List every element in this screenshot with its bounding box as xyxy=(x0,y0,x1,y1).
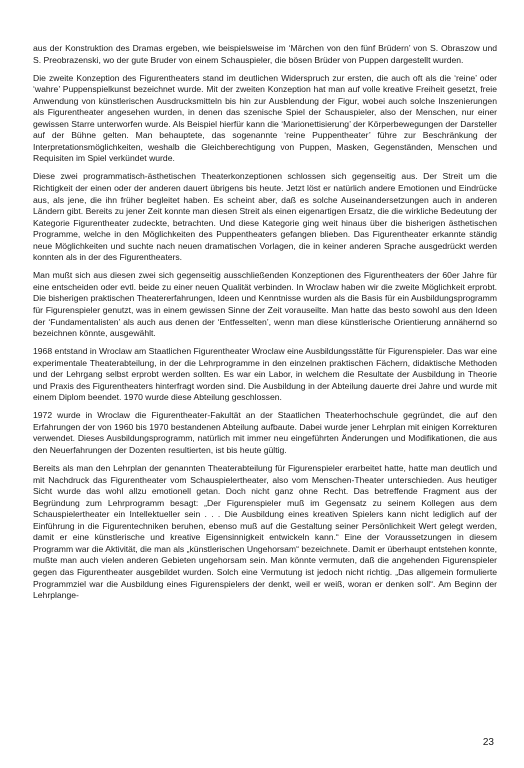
paragraph-7: Bereits als man den Lehrplan der genannten Theaterabteilung für Figurenspieler erarbeitet hatte, hatte man deutlich und mit Nachdruck das Figurentheater vom Schauspielertheater, also vom Menschen-Theater unterschieden. Aus heutiger Sicht wurde das wohl allzu emotionell getan. Doch nicht ganz ohne Recht. Das betreffende Fragment aus der Begründung zum Lehrprogramm besagt: „Der Figurenspieler muß im Gegensatz zu seinem Kollegen aus dem Schauspielertheater ein Intellektueller sein . . . Die Ausbildung eines kreativen Spielers kann nicht lediglich auf der Einführung in die Figurentechniken beruhen, ebenso muß auf die Gestaltung seiner Persönlichkeit Wert gelegt werden, damit er eine künstlerische und kreative Eigensinnigkeit entwickeln kann.“ Eine der Voraussetzungen in diesem Programm war die Aktivität, die man als „künstlerischen Ungehorsam“ bezeichnete. Damit er überhaupt entstehen konnte, mußte man auch vielen anderen Gebieten ungehorsam sein. Man könnte vermuten, daß die angehenden Figurenspieler gegen das Figurentheater ausgebildet wurden. Solch eine Vermutung ist jedoch nicht richtig. „Das allgemein formulierte Programmziel war die Ausbildung eines Figurenspielers der denkt, weil er weiß, woran er denken soll“. Am Beginn der Lehrplange- xyxy=(33,463,497,601)
paragraph-4: Man mußt sich aus diesen zwei sich gegenseitig ausschließenden Konzeptionen des Figurentheaters der 60er Jahre für eine entscheiden oder evtl. beide zu einer neuen Qualität verbinden. In Wroclaw haben wir die zweite Möglichkeit erprobt. Die bisherigen praktischen Theatererfahrungen, Ideen und Kenntnisse wurden als die Basis für ein Ausbildungsprogramm für Figurenspieler genutzt, was in einem gewissen Sinne der Zeit vorauseilte. Man hatte das besto sowohl aus den Ideen der ‘Fundamentalisten’ als auch aus denen der ‘Entfesselten’, wenn man diese künstlerische Orientierung annähernd so bezeichnen könnte, ausgewählt. xyxy=(33,270,497,339)
paragraph-6: 1972 wurde in Wroclaw die Figurentheater-Fakultät an der Staatlichen Theaterhochschule gegründet, die auf den Erfahrungen der von 1960 bis 1970 bestandenen Abteilung aufbaute. Dabei wurde jener Lehrplan mit einigen Korrekturen verwendet. Dieses Ausbildungsprogramm, natürlich mit immer neu eingeführten Änderungen und Modifikationen, die aus den Neuerfahrungen der Dozenten resultierten, ist bis heute gültig. xyxy=(33,410,497,455)
paragraph-5: 1968 entstand in Wroclaw am Staatlichen Figurentheater Wroclaw eine Ausbildungsstätte für Figurenspieler. Das war eine experimentale Theaterabteilung, in der die Lehrprogramme in den einzelnen praktischen Fächern, didaktische Methoden und der Lehrgang selbst erprobt werden sollten. Es war ein Labor, in welchem die Resultate der Ausbildung in Theorie und Praxis des Figurentheaters hinterfragt worden sind. Die Ausbildung in der Abteilung dauerte drei Jahre und wurde mit einem Diplom beendet. 1970 wurde diese Abteilung geschlossen. xyxy=(33,346,497,403)
paragraph-3: Diese zwei programmatisch-ästhetischen Theaterkonzeptionen schlossen sich gegenseitig aus. Der Streit um die Richtigkeit der einen oder der anderen dauert übrigens bis heute. Jetzt löst er natürlich andere Emotionen und Eindrücke aus, als jene, die ihn früher begleitet haben. Es scheint aber, daß es solche Auseinandersetzungen auch in anderen Ländern gibt. Bereits zu jener Zeit konnte man diesen Streit als einen eigenartigen Ersatz, die die wirkliche Bedeutung der Kategorie Figurentheater zudeckte, betrachten. Und diese Kategorie ging weit hinaus über die bisherigen ästhetischen Programme, welche in den Möglichkeiten des Puppentheaters gefangen blieben. Das Figurentheater erkannte ständig neue Möglichkeiten und suchte nach neuen dramatischen Vorlagen, die in keiner anderen Sprache ausgedrückt werden konnten als in der des Figurentheaters. xyxy=(33,171,497,263)
body-text xyxy=(33,43,497,608)
paragraph-1: aus der Konstruktion des Dramas ergeben, wie beispielsweise im ‘Märchen von den fünf Brüdern’ von S. Obraszow und S. Preobrazenski, wo der gute Bruder von einem Schauspieler, die bösen Brüder von Puppen dargestellt wurden. xyxy=(33,43,497,65)
paragraph-2: Die zweite Konzeption des Figurentheaters stand im deutlichen Widerspruch zur ersten, die auch oft als die ‘reine’ oder ‘wahre’ Puppenspielkunst bezeichnet wurde. Mit der zweiten Konzeption hat man auf volle kreative Freiheit gesetzt, freie Anwendung von künstlerischen Ausdrucksmitteln bis hin zur Ausblendung der Figur, wobei auch solche Inszenierungen als Figurentheater angesehen wurden, in denen das szenische Spiel der Schauspieler, also der Menschen, nur einer gewissen Starre unterworfen wurde. Als Beispiel hierfür kann die ‘Marionettisierung’ der Körperbewegungen der Darsteller auf der Bühne gelten. Man behauptete, das sogenannte ‘reine Puppentheater’ führe zur Beschränkung der Interpretationsmöglichkeiten, weshalb die Gleichberechtigung von Puppen, Masken, Gegenständen, Menschen und Requisiten im Spiel verkündet wurde. xyxy=(33,72,497,164)
page-number: 23 xyxy=(482,737,494,748)
